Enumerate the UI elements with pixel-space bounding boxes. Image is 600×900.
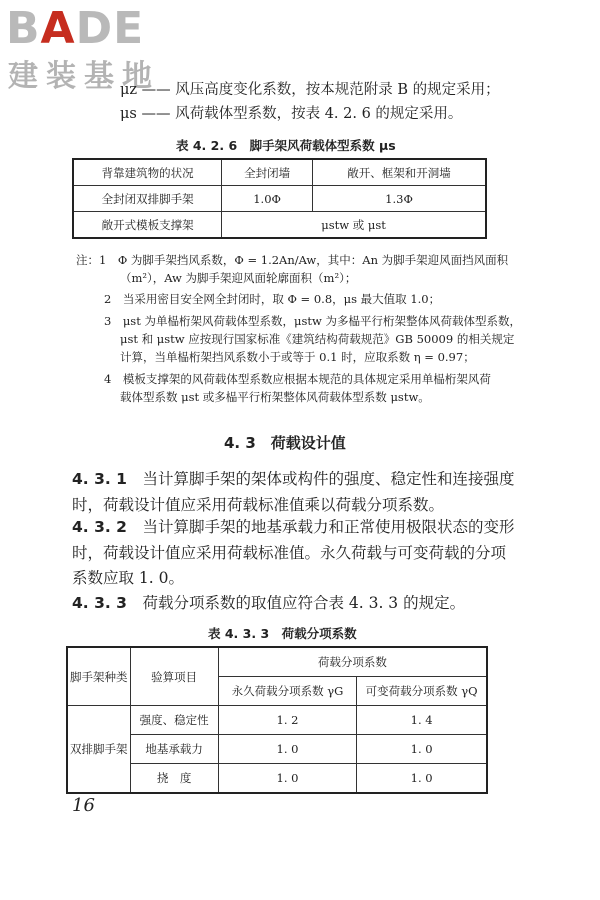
clause-4-3-1-line1: 4. 3. 1 当计算脚手架的架体或构件的强度、稳定性和连接强度 — [72, 470, 515, 488]
table-cell: 全封闭双排脚手架 — [73, 186, 222, 212]
logo-subtitle: 建装基地 — [8, 59, 160, 94]
note-4b: 载体型系数 μst 或多榀平行桁架整体风荷载体型系数 μstw。 — [120, 390, 430, 404]
table-cell: 1.0Φ — [222, 186, 313, 212]
clause-number: 4. 3. 1 — [72, 470, 127, 488]
clause-4-3-1-line2: 时，荷载设计值应采用荷载标准值乘以荷载分项系数。 — [72, 496, 445, 514]
table-4-3-3 — [66, 646, 488, 794]
table-header: 荷载分项系数 — [218, 647, 487, 677]
table-header: 脚手架种类 — [67, 647, 130, 706]
note-3a: 3 μst 为单榀桁架风荷载体型系数，μstw 为多榀平行桁架整体风荷载体型系数， — [104, 314, 521, 328]
table-header: 可变荷载分项系数 γQ — [357, 677, 487, 706]
table-cell: 双排脚手架 — [67, 706, 130, 794]
note-1b: （m²），Aw 为脚手架迎风面轮廓面积（m²）； — [120, 271, 357, 285]
note-3c: 计算，当单榀桁架挡风系数小于或等于 0.1 时，应取系数 η = 0.97； — [120, 350, 475, 364]
clause-4-3-2-line2: 时，荷载设计值应采用荷载标准值。永久荷载与可变荷载的分项 — [72, 544, 507, 562]
table-cell: 1. 0 — [357, 735, 487, 764]
note-4a: 4 模板支撑架的风荷载体型系数应根据本规范的具体规定采用单榀桁架风荷 — [104, 372, 491, 386]
section-title: 4. 3 荷载设计值 — [224, 434, 346, 452]
table-cell: μstw 或 μst — [222, 212, 486, 239]
note-1a: 注：1 Φ 为脚手架挡风系数，Φ = 1.2An/Aw，其中：An 为脚手架迎风面挡风面积 — [76, 253, 509, 267]
table-row — [67, 647, 487, 677]
table-row — [67, 706, 487, 735]
clause-4-3-2-line1: 4. 3. 2 当计算脚手架的地基承载力和正常使用极限状态的变形 — [72, 518, 515, 536]
table-cell: 敞开式模板支撑架 — [73, 212, 222, 239]
logo-wordmark: BADE — [6, 3, 145, 54]
table-cell: 地基承载力 — [130, 735, 218, 764]
clause-4-3-3: 4. 3. 3 荷载分项系数的取值应符合表 4. 3. 3 的规定。 — [72, 594, 466, 612]
clause-4-3-2-line3: 系数应取 1. 0。 — [72, 569, 185, 587]
table-cell: 1. 2 — [218, 706, 357, 735]
table-cell: 1. 0 — [357, 764, 487, 794]
table-header: 全封闭墙 — [222, 159, 313, 186]
table-row — [73, 212, 486, 239]
table-header: 敞开、框架和开洞墙 — [313, 159, 486, 186]
table-row — [73, 159, 486, 186]
def-mus: μs —— 风荷载体型系数，按表 4. 2. 6 的规定采用。 — [120, 106, 463, 122]
clause-number: 4. 3. 2 — [72, 518, 127, 536]
table-row — [73, 186, 486, 212]
note-2: 2 当采用密目安全网全封闭时，取 Φ = 0.8，μs 最大值取 1.0； — [104, 292, 441, 306]
table-header: 背靠建筑物的状况 — [73, 159, 222, 186]
table-cell: 1. 0 — [218, 764, 357, 794]
table-cell: 强度、稳定性 — [130, 706, 218, 735]
table-row — [67, 735, 487, 764]
table-cell: 1. 4 — [357, 706, 487, 735]
table-row — [67, 764, 487, 794]
table-cell: 1. 0 — [218, 735, 357, 764]
table-cell: 挠 度 — [130, 764, 218, 794]
table-header: 验算项目 — [130, 647, 218, 706]
table-header: 永久荷载分项系数 γG — [218, 677, 357, 706]
table-4-2-6 — [72, 158, 487, 239]
clause-number: 4. 3. 3 — [72, 594, 127, 612]
table2-caption: 表 4. 3. 3 荷载分项系数 — [208, 626, 357, 641]
def-muz: μz —— 风压高度变化系数，按本规范附录 B 的规定采用； — [120, 82, 500, 98]
table-cell: 1.3Φ — [313, 186, 486, 212]
note-3b: μst 和 μstw 应按现行国家标准《建筑结构荷载规范》GB 50009 的相关规定 — [120, 332, 515, 346]
table1-caption: 表 4. 2. 6 脚手架风荷载体型系数 μs — [176, 138, 396, 153]
page-number: 16 — [72, 795, 95, 816]
